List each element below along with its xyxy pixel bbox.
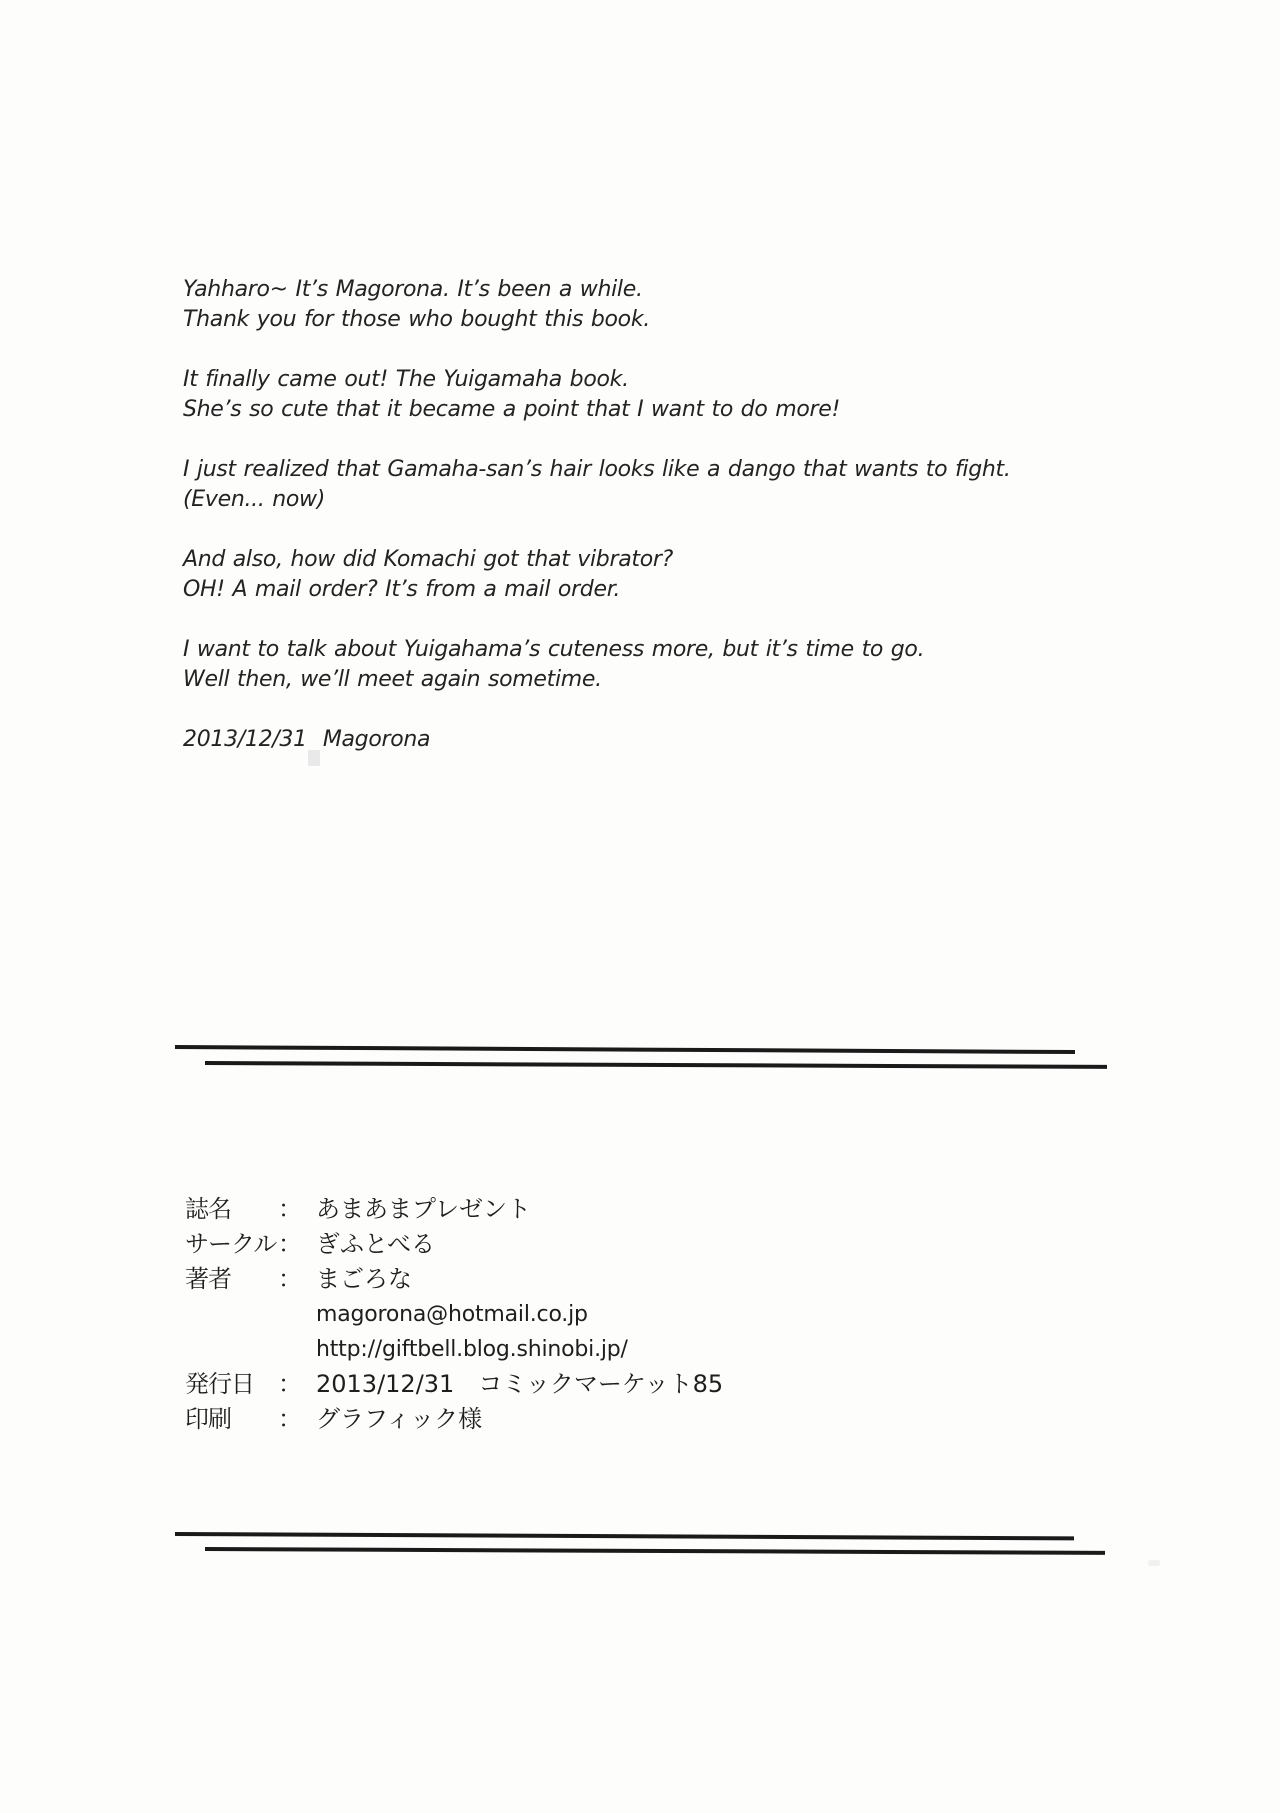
colophon-label: 誌名 <box>185 1195 231 1223</box>
afterword-line: Yahharo~ It’s Magorona. It’s been a while. <box>183 277 643 302</box>
afterword-line: I just realized that Gamaha-san’s hair looks like a dango that wants to fight. <box>183 457 1011 482</box>
colophon-row-printer <box>185 1402 985 1437</box>
colophon-label: 印刷 <box>185 1405 231 1433</box>
afterword-paragraph <box>183 365 1143 425</box>
afterword-paragraph <box>183 635 1143 695</box>
afterword-line: Well then, we’ll meet again sometime. <box>183 667 602 692</box>
scan-smudge <box>308 750 320 766</box>
colophon-label: 発行日 <box>185 1370 254 1398</box>
colophon-value: あまあまプレゼント <box>316 1195 532 1223</box>
colophon-colon: ： <box>278 1195 302 1223</box>
signoff-date: 2013/12/31 <box>183 727 307 752</box>
colophon-url: http://giftbell.blog.shinobi.jp/ <box>316 1337 628 1362</box>
afterword-paragraph <box>183 455 1143 515</box>
divider-top-line-1 <box>175 1045 1075 1054</box>
colophon-value: 2013/12/31 コミックマーケット85 <box>316 1370 724 1398</box>
afterword-line: And also, how did Komachi got that vibrator? <box>183 547 673 572</box>
divider-top-line-2 <box>205 1061 1107 1069</box>
colophon-colon: ： <box>278 1230 302 1258</box>
afterword-line: OH! A mail order? It’s from a mail order. <box>183 577 621 602</box>
colophon-row-title <box>185 1192 985 1227</box>
afterword-line: She’s so cute that it became a point that I want to do more! <box>183 397 840 422</box>
afterword-paragraph <box>183 275 1143 335</box>
afterword-line: (Even... now) <box>183 487 326 512</box>
colophon-colon: ： <box>278 1405 302 1433</box>
afterword-line: Thank you for those who bought this book. <box>183 307 650 332</box>
colophon-colon: ： <box>278 1370 302 1398</box>
afterword-line: It finally came out! The Yuigamaha book. <box>183 367 629 392</box>
afterword-section <box>183 275 1143 755</box>
colophon-email: magorona@hotmail.co.jp <box>316 1302 588 1327</box>
afterword-line: I want to talk about Yuigahama’s cuteness more, but it’s time to go. <box>183 637 925 662</box>
colophon-row-published <box>185 1367 985 1402</box>
scan-smudge <box>1148 1560 1160 1566</box>
divider-bottom-line-2 <box>205 1547 1105 1555</box>
colophon-value: グラフィック様 <box>316 1405 483 1433</box>
colophon-row-author <box>185 1262 985 1297</box>
colophon-label: サークル <box>185 1230 277 1258</box>
divider-bottom-line-1 <box>175 1532 1074 1540</box>
colophon-label: 著者 <box>185 1265 231 1293</box>
colophon-row-circle <box>185 1227 985 1262</box>
afterword-signoff <box>183 725 1143 755</box>
colophon-section <box>185 1192 985 1437</box>
colophon-row-email <box>185 1297 985 1332</box>
colophon-colon: ： <box>278 1265 302 1293</box>
afterword-paragraph <box>183 545 1143 605</box>
colophon-row-url <box>185 1332 985 1367</box>
colophon-value: ぎふとべる <box>316 1230 436 1258</box>
signoff-name: Magorona <box>322 727 431 752</box>
colophon-value: まごろな <box>316 1265 412 1293</box>
